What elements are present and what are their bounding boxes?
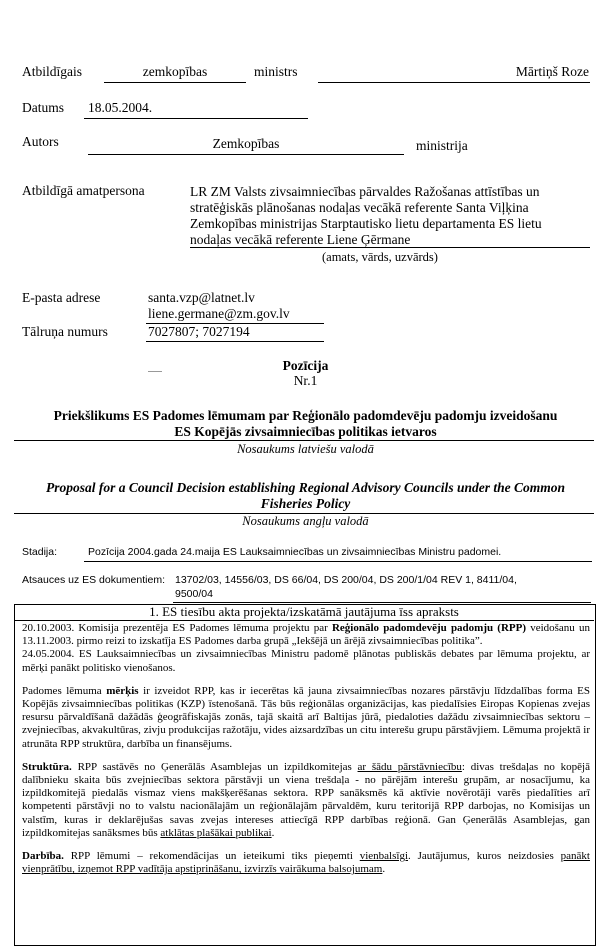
paragraph-goal-text-a: Padomes lēmuma: [22, 684, 107, 697]
official-line-4: nodaļas vecākā referente Liene Ģērmane: [190, 232, 411, 247]
goal-term: mērķis: [106, 684, 139, 697]
proposal-lv-caption: Nosaukums latviešu valodā: [237, 442, 374, 456]
spacer: [22, 751, 590, 761]
email-1[interactable]: santa.vzp@latnet.lv: [148, 290, 255, 305]
structure-term: Struktūra.: [22, 760, 72, 773]
position-number: Nr.1: [293, 373, 318, 388]
stage-line: [84, 561, 592, 562]
paragraph-structure-text-c: .: [271, 826, 275, 839]
references-label: Atsauces uz ES dokumentiem:: [22, 574, 165, 586]
minister-name-line: [318, 82, 590, 83]
proposal-lv-line-2: ES Kopējās zivsaimniecības politikas ietvaros: [174, 424, 437, 439]
official-line: [190, 247, 590, 248]
paragraph-operation: [22, 850, 590, 876]
majority-vote-underlined: panākt vienprātību, izņemot RPP vadītāja apstiprināšanu, izvirzīs vairākuma balsojumam: [22, 850, 590, 876]
official-line-3: Zemkopības ministrijas Starptautisko lietu departamenta ES lietu: [190, 216, 542, 231]
date-line: [84, 118, 308, 119]
stage-value: Pozīcija 2004.gada 24.maija ES Lauksaimniecības un zivsaimniecības Ministru padomei.: [88, 546, 502, 558]
paragraph-operation-text-b: . Jautājumus, kuros neizdosies: [408, 850, 561, 863]
section-1-body: [22, 622, 590, 876]
public-meetings-underlined: atklātas plašākai publikai: [160, 826, 272, 839]
author-value: Zemkopības: [212, 136, 280, 151]
spacer: [22, 840, 590, 850]
rpp-term: Reģionālo padomdevēju padomju (RPP): [331, 622, 527, 634]
phone-value: 7027807; 7027194: [148, 324, 250, 339]
proposal-en-line-1: Proposal for a Council Decision establishing Regional Advisory Councils under the Common: [46, 480, 565, 495]
references-line-2: 9500/04: [175, 588, 213, 600]
spacer: [22, 675, 590, 685]
proposal-lv-line-1: Priekšlikums ES Padomes lēmumam par Reģionālo padomdevēju padomju izveidošanu: [53, 408, 558, 423]
proposal-en-caption: Nosaukums angļu valodā: [242, 514, 369, 528]
proposal-en-line-2: Fisheries Policy: [260, 496, 351, 511]
official-line-1: LR ZM Valsts zivsaimniecības pārvaldes Ražošanas attīstības un: [190, 184, 540, 199]
references-line: [173, 602, 591, 603]
stage-label: Stadija:: [22, 546, 58, 558]
paragraph-intro-text-a: 20.10.2003. Komisija prezentēja ES Padomes lēmuma projektu par: [22, 622, 332, 634]
phone-label: Tālruņa numurs: [22, 324, 108, 339]
responsible-ministry: zemkopības: [142, 64, 208, 79]
operation-term: Darbība.: [22, 850, 64, 863]
phone-line: [146, 341, 324, 342]
paragraph-intro-text-b: veidošanu un 13.11.2003. pirmo reizi to izskatīja ES Padomes darba grupā „Iekšējā un ārējā zivsaimniecības politika”.: [22, 622, 590, 648]
official-label: Atbildīgā amatpersona: [22, 183, 145, 198]
paragraph-goal-text-b: ir izveidot RPP, kas ir iecerētas kā jauna zivsaimniecības nozares pārstāvju līdzdalības forma ES Kopējās zivsaimniecības politikas (KZP) īstenošanā. Tās būs reģionālas organizācijas, kas piedalīsies Eiropas Kopienas zvejas resursu pārvaldīšanā dažādās ģeogrāfiskajās zonās, tajā skaitā arī Baltijas jūrā, piedaloties dažādu zivsaimniecības sektoru – zvejniecības, akvakultūras, zivju produkcijas ražotāju, vides aizsardzības un citu interešu grupu pārstāvjiem. Lēmuma projektā ir atrunāta RPP struktūra, darbība un finansējums.: [22, 684, 590, 750]
responsible-label: Atbildīgais: [22, 64, 82, 79]
position-title: Pozīcija: [282, 358, 329, 373]
representation-underlined: ar šādu pārstāvniecību: [357, 760, 462, 773]
paragraph-debate: 24.05.2004. ES Lauksaimniecības un zivsaimniecības Ministru padomē plānotas publiskās debates par lēmuma projektu, ar mērķi panākt politisko vienošanos.: [22, 648, 590, 674]
responsible-ministry-line: [104, 82, 246, 83]
paragraph-operation-text-c: .: [382, 863, 386, 876]
paragraph-structure-text-a: RPP sastāvēs no Ģenerālās Asamblejas un izpildkomitejas: [71, 760, 358, 773]
date-value: 18.05.2004.: [88, 100, 153, 115]
paragraph-operation-text-a: RPP lēmumi – rekomendācijas un ieteikumi tiks pieņemti: [63, 850, 360, 863]
official-text: [190, 184, 590, 248]
author-line: [88, 154, 404, 155]
email-label: E-pasta adrese: [22, 290, 101, 305]
paragraph-goal: [22, 685, 590, 751]
section-1-title: 1. ES tiesību akta projekta/izskatāmā jautājuma īss apraksts: [14, 604, 594, 621]
proposal-lv-line: [14, 440, 594, 441]
official-caption: (amats, vārds, uzvārds): [322, 250, 438, 264]
email-2[interactable]: liene.germane@zm.gov.lv: [148, 306, 290, 321]
ministers-word: ministrs: [254, 64, 298, 79]
ministry-word: ministrija: [416, 138, 468, 153]
references-line-1: 13702/03, 14556/03, DS 66/04, DS 200/04, DS 200/1/04 REV 1, 8411/04,: [175, 574, 517, 586]
paragraph-intro: [22, 622, 590, 648]
date-label: Datums: [22, 100, 64, 115]
author-label: Autors: [22, 134, 59, 149]
paragraph-structure: [22, 761, 590, 840]
minister-name: Mārtiņš Roze: [515, 64, 589, 79]
paragraph-structure-text-b: : divas trešdaļas no kopējā dalībnieku skaita būs zvejniecības sektora pārstāvji un viena trešdaļa - no pārējām interešu grupām, ar nosacījumu, ka izpildkomitejā piedalās vismaz viens makšķerēšanas sektora. RPP sanāksmēs kā aktīvie novērotāji varēs piedalīties arī kompetenti pārstāvji no to valstu nacionālajām un reģionālajām pārvaldēm, kuru teritorijā RPP darbojas, no Komisijas un valstīm, kuras ir deklarējušas savas zvejas intereses attiecīgā RPP darbības reģionā. Gan Ģenerālās Asamblejas, gan izpildkomitejas sanāksmes būs: [22, 760, 590, 839]
official-line-2: stratēģiskās plānošanas nodaļas vecākā referente Santa Viļķina: [190, 200, 529, 215]
unanimous-underlined: vienbalsīgi: [359, 850, 409, 863]
scan-mark: [148, 371, 162, 372]
